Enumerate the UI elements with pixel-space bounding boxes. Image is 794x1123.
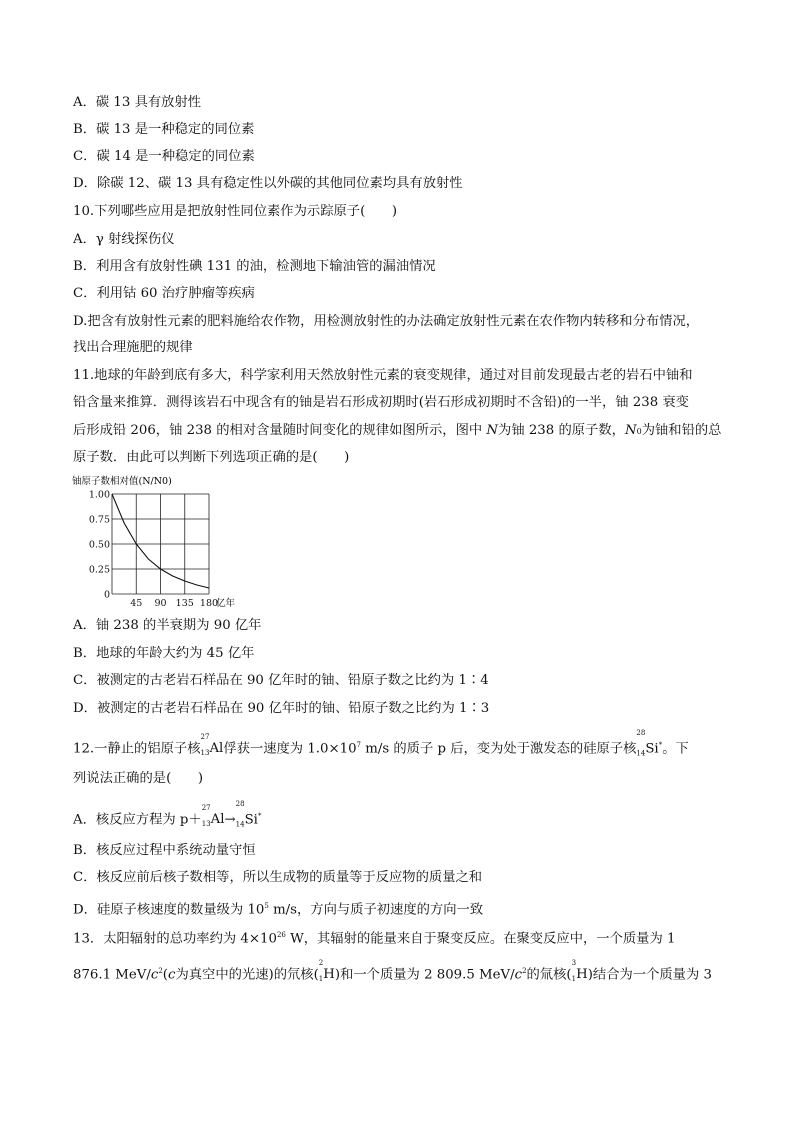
- q10-stem: 10.下列哪些应用是把放射性同位素作为示踪原子( ): [73, 204, 398, 219]
- al-z-eq: 13: [201, 820, 211, 829]
- x-tick-label: 45: [130, 598, 143, 609]
- q10-option-d-cont: 找出合理施肥的规律: [73, 340, 193, 355]
- y-tick-label: 0.50: [88, 539, 110, 551]
- si-mass-eq: 28: [235, 800, 245, 808]
- q11-stem-text-a: 后形成铅 206，铀 238 的相对含量随时间变化的规律如图所示，图中: [73, 423, 487, 438]
- chart-x-unit: 亿年: [216, 598, 236, 609]
- c-var-3: c: [514, 967, 523, 983]
- q12-option-d: [73, 897, 483, 919]
- q12-stem-a: 12.一静止的铝原子核: [73, 741, 201, 757]
- q9-option-c: C．碳 14 是一种稳定的同位素: [73, 149, 255, 164]
- al-mass: 27: [200, 733, 210, 742]
- q13-line2-d: )和一个质量为 2 809.5 MeV/: [334, 967, 515, 983]
- q12-optD-b: m/s，方向与质子初速度的方向一致: [268, 902, 484, 918]
- chart-yticks: [89, 490, 110, 601]
- var-n0: N: [624, 423, 637, 438]
- si-symbol-eq: Si: [244, 812, 258, 828]
- h3-symbol: H: [576, 967, 588, 983]
- si-z-eq: 14: [235, 820, 245, 829]
- q11-stem-text-b: 为铀 238 的原子数，: [498, 423, 625, 438]
- chart-ylabel: 铀原子数相对值(N/N0): [72, 476, 172, 487]
- q13-line2-b: (: [162, 967, 168, 983]
- uranium-decay-chart: [70, 474, 270, 614]
- h2-symbol: H: [323, 967, 335, 983]
- al-nuclide-eq: [201, 804, 225, 833]
- q11-stem-line2: 铅含量来推算．测得该岩石中现含有的铀是岩石形成初期时(岩石形成初期时不含铅)的一半，铀 238 衰变: [73, 395, 689, 410]
- q11-option-a: A．铀 238 的半衰期为 90 亿年: [73, 618, 262, 633]
- h2-mass: 2: [318, 959, 324, 968]
- q12-optD-a: D．硅原子核速度的数量级为 10: [73, 902, 265, 918]
- x-tick-label: 90: [154, 598, 167, 609]
- h2-z: 1: [318, 975, 324, 984]
- si-nuclide: [636, 729, 663, 762]
- q12-stem-c: m/s 的质子 p 后，变为处于激发态的硅原子核: [361, 741, 637, 757]
- chart-xticks: [130, 598, 218, 609]
- q12-stem-line1: [73, 729, 689, 762]
- y-tick-label: 0: [103, 589, 110, 601]
- q10-option-a: A．γ 射线探伤仪: [73, 232, 175, 247]
- si-z: 14: [636, 749, 646, 758]
- q12-optA-prefix: A．核反应方程为 p＋: [73, 812, 202, 828]
- q13-line1-a: 13．太阳辐射的总功率约为 4×10: [73, 931, 277, 947]
- q9-option-b: B．碳 13 是一种稳定的同位素: [73, 122, 255, 137]
- q11-option-b: B．地球的年龄大约为 45 亿年: [73, 646, 255, 661]
- q11-stem-line4: 原子数．由此可以判断下列选项正确的是( ): [73, 450, 350, 465]
- h3-z: 1: [571, 975, 577, 984]
- q12-option-c: C．核反应前后核子数相等，所以生成物的质量等于反应物的质量之和: [73, 870, 483, 885]
- q9-option-d: D．除碳 12、碳 13 具有稳定性以外碳的其他同位素均具有放射性: [73, 176, 463, 191]
- x-tick-label: 135: [175, 598, 194, 609]
- si-star: *: [658, 741, 663, 749]
- q13-line2-a: 876.1 MeV/: [73, 967, 151, 983]
- q11-option-c: C．被测定的古老岩石样品在 90 亿年时的铀、铅原子数之比约为 1∶4: [73, 673, 489, 688]
- q10-option-d: D.把含有放射性元素的肥料施给农作物，用检测放射性的办法确定放射性元素在农作物内转移和分布情况，: [73, 314, 700, 329]
- q12-option-a: [73, 800, 262, 833]
- q12-exp: 7: [356, 741, 361, 749]
- si-symbol: Si: [645, 741, 659, 757]
- q10-option-b: B．利用含有放射性碘 131 的油，检测地下输油管的漏油情况: [73, 259, 436, 274]
- q12-optD-exp: 5: [264, 902, 269, 910]
- q13-line1-b: W，其辐射的能量来自于聚变反应。在聚变反应中，一个质量为 1: [285, 931, 676, 947]
- q13-line1: [73, 926, 675, 948]
- x-tick-label: 180: [199, 598, 219, 609]
- q12-stem-d: 。下: [662, 741, 689, 757]
- y-tick-label: 0.25: [88, 564, 110, 576]
- si-nuclide-eq: [235, 800, 262, 833]
- c-var-2: c: [168, 967, 176, 983]
- q13-line2: [73, 959, 712, 988]
- chart-grid: [112, 494, 209, 594]
- q12-option-b: B．核反应过程中系统动量守恒: [73, 843, 256, 858]
- c-var: c: [150, 967, 159, 983]
- arrow-icon: →: [224, 812, 236, 828]
- deuterium-nuclide: [318, 959, 335, 988]
- q13-line2-c: 为真空中的光速)的氘核(: [175, 967, 319, 983]
- q13-line2-f: )结合为一个质量为 3: [587, 967, 712, 983]
- al-symbol-eq: Al: [210, 812, 225, 828]
- si-star-eq: *: [257, 812, 262, 820]
- q13-line2-e: 的氚核(: [526, 967, 572, 983]
- si-mass: 28: [636, 729, 646, 737]
- c-sq-2: 2: [522, 967, 527, 975]
- q10-option-c: C．利用钴 60 治疗肿瘤等疾病: [73, 286, 255, 301]
- q11-stem-line3: [73, 422, 721, 441]
- q11-option-d: D．被测定的古老岩石样品在 90 亿年时的铀、铅原子数之比约为 1∶3: [73, 701, 490, 716]
- q11-stem-text-c: 为铀和铅的总: [641, 423, 722, 438]
- var-n: N: [486, 423, 499, 438]
- al-z: 13: [200, 749, 210, 758]
- q12-stem-b: 俘获一速度为 1.0×10: [223, 741, 357, 757]
- q9-option-a: A．碳 13 具有放射性: [73, 95, 202, 110]
- q12-stem-line2: 列说法正确的是( ): [73, 771, 204, 786]
- y-tick-label: 0.75: [88, 514, 110, 526]
- al-nuclide: [200, 733, 224, 762]
- y-tick-label: 1.00: [88, 489, 110, 501]
- c-sq: 2: [158, 967, 163, 975]
- al-mass-eq: 27: [201, 804, 211, 813]
- al-symbol: Al: [209, 741, 224, 757]
- h3-mass: 3: [571, 959, 577, 968]
- q11-stem-line1: 11.地球的年龄到底有多大，科学家利用天然放射性元素的衰变规律，通过对目前发现最古老的岩石中铀和: [73, 368, 693, 383]
- var-n0-sub: 0: [636, 427, 642, 436]
- tritium-nuclide: [571, 959, 588, 988]
- q13-exp: 26: [276, 931, 286, 939]
